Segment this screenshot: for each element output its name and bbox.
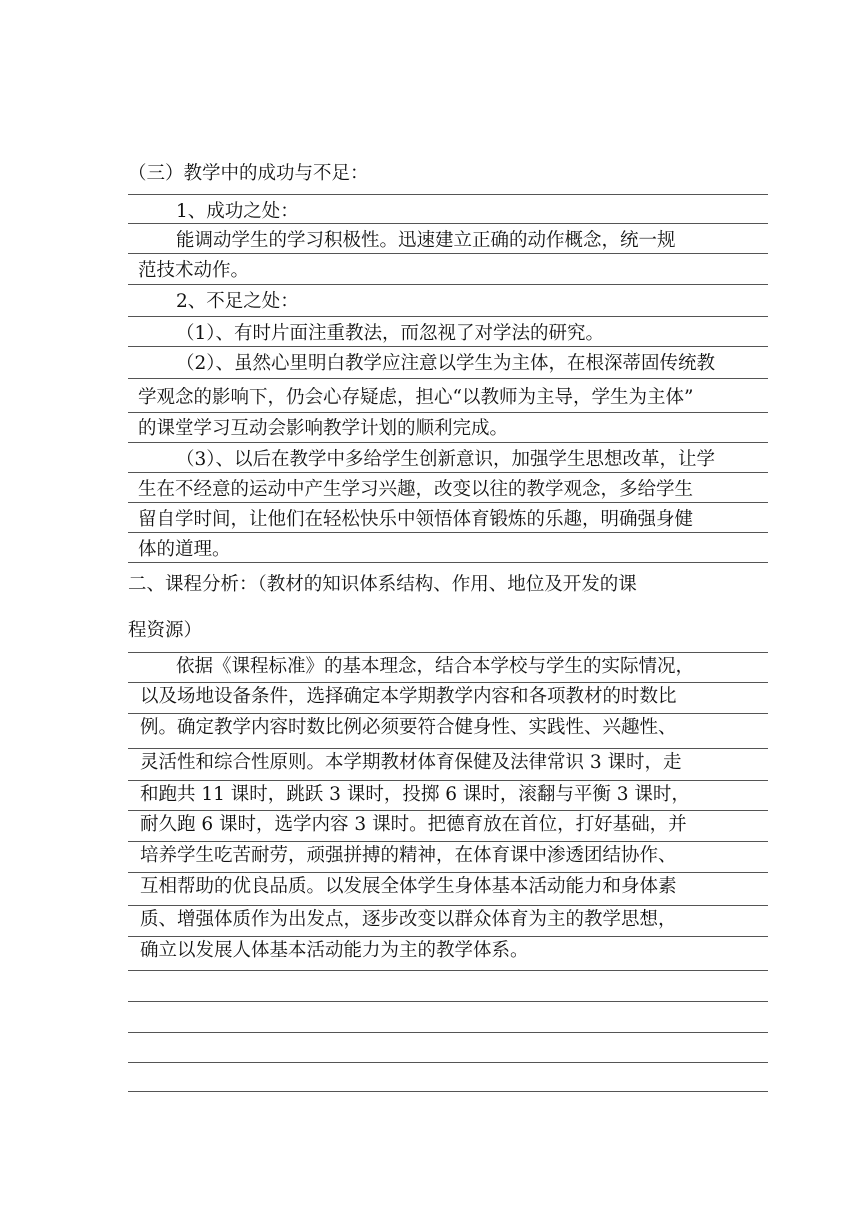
paragraph-line: 体的道理。 bbox=[138, 539, 231, 560]
rule-line bbox=[128, 905, 768, 906]
paragraph-line: 学观念的影响下，仍会心存疑虑，担心“以教师为主导，学生为主体” bbox=[138, 387, 694, 408]
rule-line bbox=[128, 748, 768, 749]
paragraph-line: 范技术动作。 bbox=[138, 260, 250, 281]
rule-line bbox=[128, 713, 768, 714]
rule-line bbox=[128, 682, 768, 683]
paragraph-line: 培养学生吃苦耐劳，顽强拼搏的精神，在体育课中渗透团结协作、 bbox=[140, 845, 677, 866]
section-heading-course-analysis: 二、课程分析：（教材的知识体系结构、作用、地位及开发的课 bbox=[128, 574, 637, 595]
rule-line bbox=[128, 412, 768, 413]
rule-line bbox=[128, 1001, 768, 1002]
rule-line bbox=[128, 316, 768, 317]
rule-line bbox=[128, 936, 768, 937]
paragraph-line: 留自学时间，让他们在轻松快乐中领悟体育锻炼的乐趣，明确强身健 bbox=[138, 509, 694, 530]
rule-line bbox=[128, 502, 768, 503]
paragraph-line: （2）、虽然心里明白教学应注意以学生为主体，在根深蒂固传统教 bbox=[176, 353, 716, 374]
paragraph-line: 依据《课程标准》的基本理念，结合本学校与学生的实际情况， bbox=[176, 656, 695, 677]
rule-line bbox=[128, 223, 768, 224]
rule-line bbox=[128, 810, 768, 811]
paragraph-line: 能调动学生的学习积极性。迅速建立正确的动作概念，统一规 bbox=[176, 230, 676, 251]
rule-line bbox=[128, 780, 768, 781]
rule-line bbox=[128, 284, 768, 285]
rule-line bbox=[128, 1091, 768, 1092]
section-heading-continuation: 程资源） bbox=[128, 620, 203, 641]
paragraph-line: 例。确定教学内容时数比例必须要符合健身性、实践性、兴趣性、 bbox=[140, 717, 677, 738]
paragraph-line: 2、不足之处： bbox=[176, 291, 299, 312]
paragraph-line: 灵活性和综合性原则。本学期教材体育保健及法律常识 3 课时，走 bbox=[140, 752, 682, 773]
rule-line bbox=[128, 970, 768, 971]
section-heading-success-shortfall: （三）教学中的成功与不足： bbox=[128, 163, 369, 184]
paragraph-line: （3）、以后在教学中多给学生创新意识，加强学生思想改革，让学 bbox=[176, 449, 716, 470]
rule-line bbox=[128, 532, 768, 533]
rule-line bbox=[128, 841, 768, 842]
rule-line bbox=[128, 1032, 768, 1033]
rule-line bbox=[128, 562, 768, 563]
rule-line bbox=[128, 253, 768, 254]
rule-line bbox=[128, 194, 768, 195]
paragraph-line: 生在不经意的运动中产生学习兴趣，改变以往的教学观念，多给学生 bbox=[138, 479, 694, 500]
paragraph-line: （1）、有时片面注重教法，而忽视了对学法的研究。 bbox=[176, 323, 605, 344]
paragraph-line: 和跑共 11 课时，跳跃 3 课时，投掷 6 课时，滚翻与平衡 3 课时， bbox=[140, 784, 690, 805]
paragraph-line: 互相帮助的优良品质。以发展全体学生身体基本活动能力和身体素 bbox=[140, 876, 677, 897]
rule-line bbox=[128, 442, 768, 443]
paragraph-line: 质、增强体质作为出发点，逐步改变以群众体育为主的教学思想， bbox=[140, 909, 677, 930]
paragraph-line: 以及场地设备条件，选择确定本学期教学内容和各项教材的时数比 bbox=[140, 686, 677, 707]
rule-line bbox=[128, 472, 768, 473]
rule-line bbox=[128, 1062, 768, 1063]
paragraph-line: 的课堂学习互动会影响教学计划的顺利完成。 bbox=[138, 418, 509, 439]
rule-line bbox=[128, 378, 768, 379]
rule-line bbox=[128, 346, 768, 347]
paragraph-line: 耐久跑 6 课时，选学内容 3 课时。把德育放在首位，打好基础，并 bbox=[140, 814, 687, 835]
rule-line bbox=[128, 872, 768, 873]
paragraph-line: 确立以发展人体基本活动能力为主的教学体系。 bbox=[140, 940, 529, 961]
paragraph-line: 1、成功之处： bbox=[176, 201, 299, 222]
rule-line bbox=[128, 652, 768, 653]
